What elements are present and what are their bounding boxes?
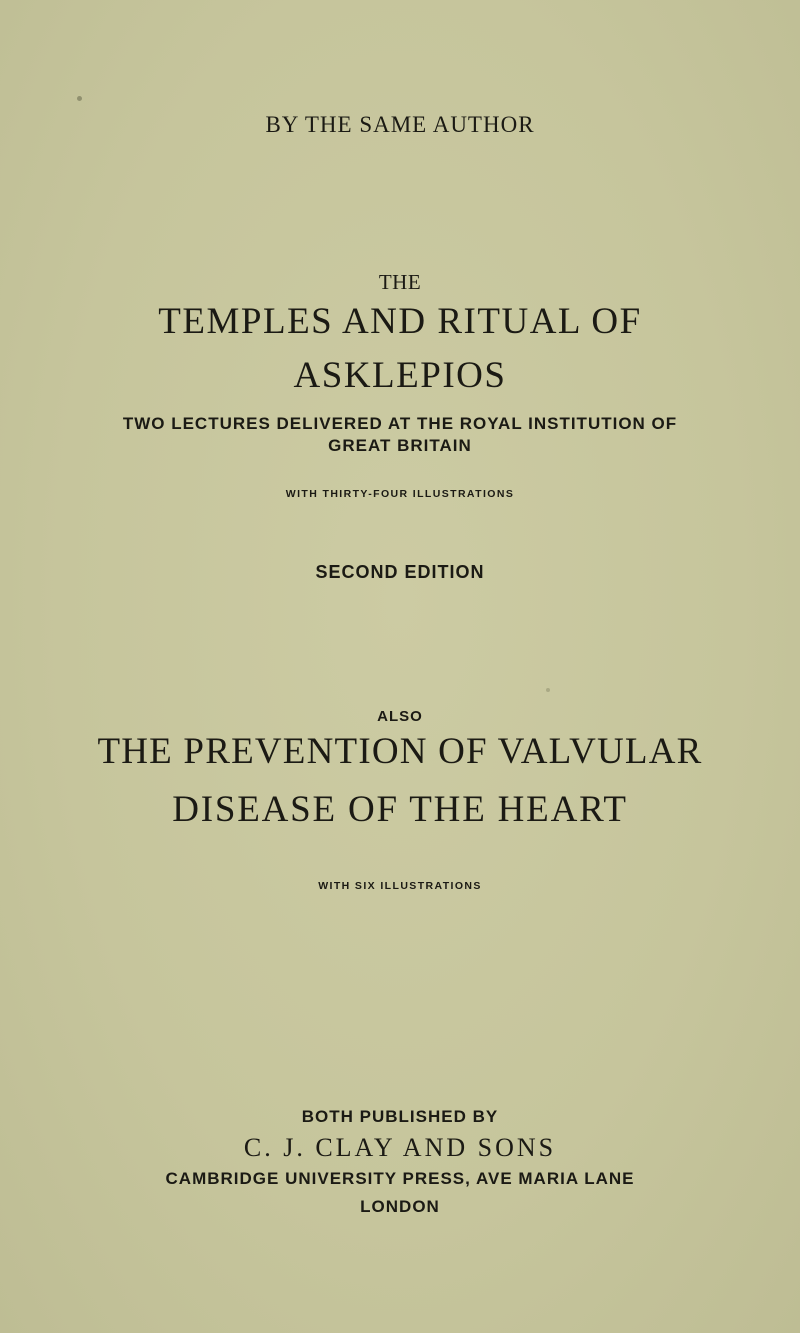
paper-speck — [546, 688, 550, 692]
book1-subtitle-line2: GREAT BRITAIN — [328, 436, 472, 455]
book2-title-line2: DISEASE OF THE HEART — [172, 789, 628, 830]
book1-edition: SECOND EDITION — [315, 562, 485, 582]
book1-title-line2: ASKLEPIOS — [293, 355, 507, 396]
book2-illustrations: WITH SIX ILLUSTRATIONS — [318, 880, 482, 892]
publisher-label: BOTH PUBLISHED BY — [301, 1107, 499, 1126]
header-by-same-author: BY THE SAME AUTHOR — [265, 112, 535, 137]
publisher-city: LONDON — [360, 1197, 440, 1216]
publisher-address: CAMBRIDGE UNIVERSITY PRESS, AVE MARIA LANE — [165, 1169, 635, 1188]
book2-title-line1: THE PREVENTION OF VALVULAR — [97, 731, 703, 772]
book1-illustrations: WITH THIRTY-FOUR ILLUSTRATIONS — [285, 488, 515, 500]
publisher-name: C. J. CLAY AND SONS — [243, 1133, 557, 1162]
book1-title-line1: TEMPLES AND RITUAL OF — [158, 301, 642, 342]
book1-article: THE — [378, 270, 422, 294]
book1-subtitle-line1: TWO LECTURES DELIVERED AT THE ROYAL INSTITUTION OF — [122, 414, 678, 433]
book2-also: ALSO — [377, 708, 423, 725]
paper-speck — [77, 96, 82, 101]
